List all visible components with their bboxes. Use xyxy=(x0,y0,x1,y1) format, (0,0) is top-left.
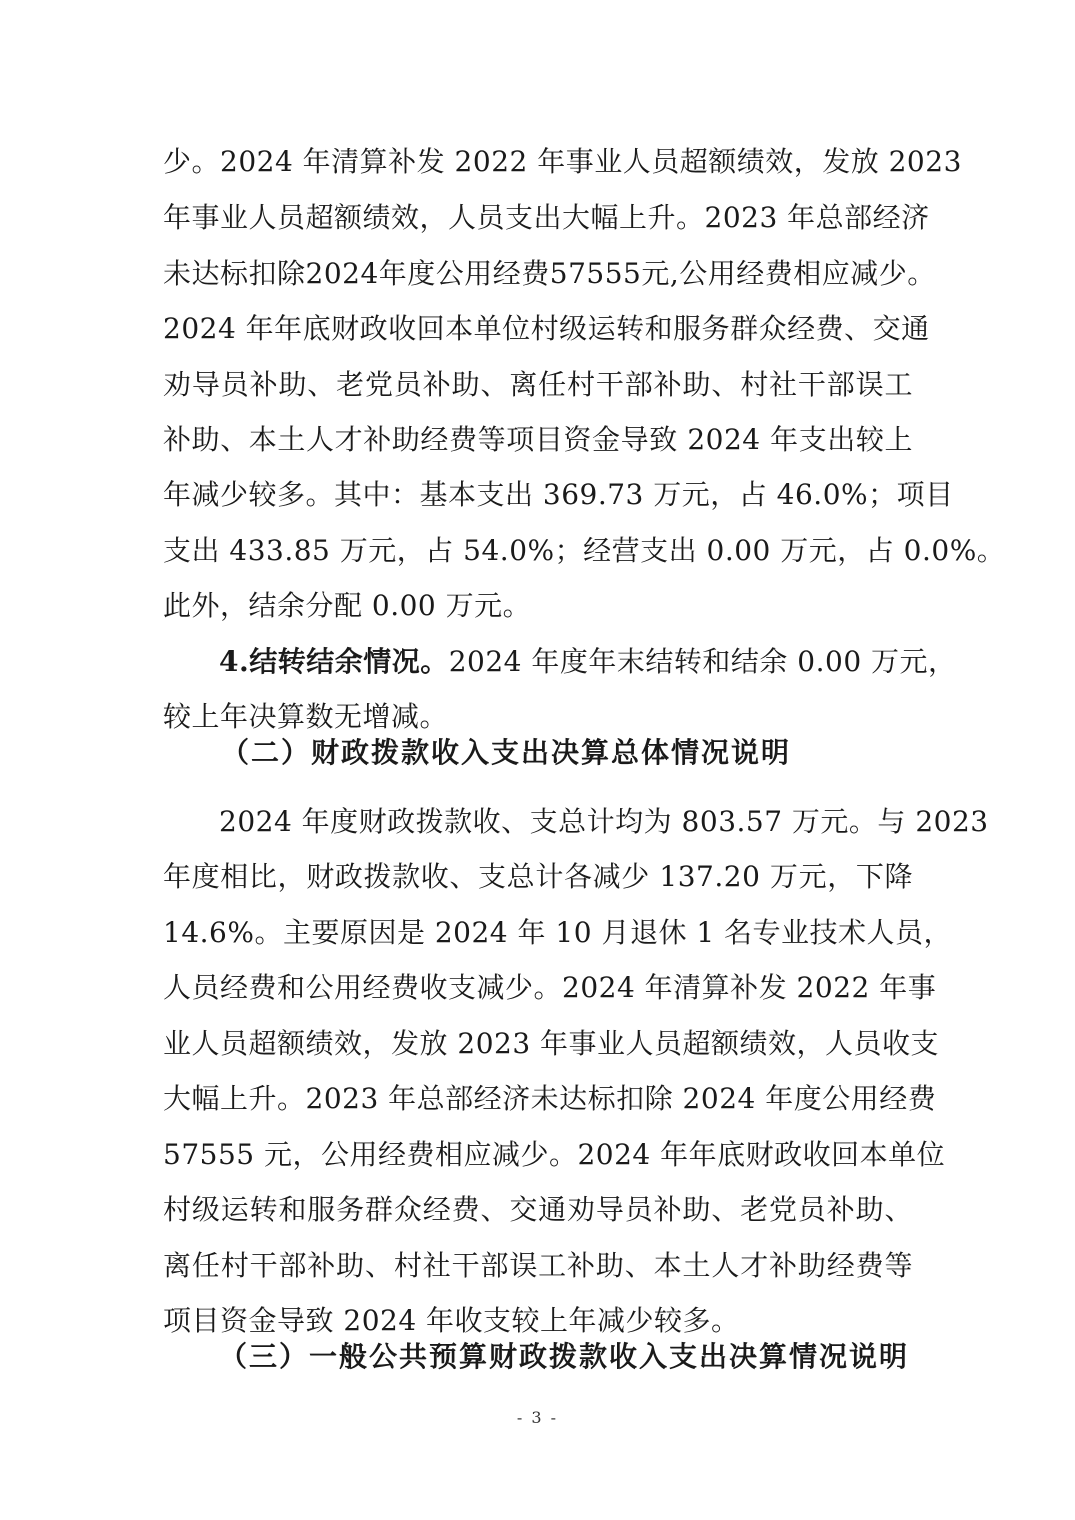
paragraph2-line-6: 大幅上升。2023 年总部经济未达标扣除 2024 年度公用经费 xyxy=(163,1082,937,1115)
section4-line-2: 较上年决算数无增减。 xyxy=(163,700,449,733)
heading-section-2: （二）财政拨款收入支出决算总体情况说明 xyxy=(221,736,792,769)
paragraph2-line-8: 村级运转和服务群众经费、交通劝导员补助、老党员补助、 xyxy=(163,1193,913,1226)
paragraph2-line-9: 离任村干部补助、村社干部误工补助、本土人才补助经费等 xyxy=(163,1249,913,1282)
section4-title: 4.结转结余情况。 xyxy=(219,645,449,678)
paragraph2-line-4: 人员经费和公用经费收支减少。2024 年清算补发 2022 年事 xyxy=(163,971,937,1004)
paragraph1-line-6: 补助、本土人才补助经费等项目资金导致 2024 年支出较上 xyxy=(163,423,913,456)
paragraph1-line-1: 少。2024 年清算补发 2022 年事业人员超额绩效，发放 2023 xyxy=(163,145,962,178)
paragraph1-line-9: 此外，结余分配 0.00 万元。 xyxy=(163,589,532,622)
paragraph2-line-1: 2024 年度财政拨款收、支总计均为 803.57 万元。与 2023 xyxy=(219,805,989,838)
paragraph1-line-4: 2024 年年底财政收回本单位村级运转和服务群众经费、交通 xyxy=(163,312,930,345)
section4-line-1 xyxy=(219,642,957,682)
paragraph1-line-5: 劝导员补助、老党员补助、离任村干部补助、村社干部误工 xyxy=(163,368,913,401)
page-number: - 3 - xyxy=(516,1408,559,1427)
paragraph1-line-8: 支出 433.85 万元，占 54.0%；经营支出 0.00 万元，占 0.0%。 xyxy=(163,534,1006,567)
paragraph2-line-2: 年度相比，财政拨款收、支总计各减少 137.20 万元，下降 xyxy=(163,860,913,893)
paragraph1-line-2: 年事业人员超额绩效，人员支出大幅上升。2023 年总部经济 xyxy=(163,201,930,234)
paragraph2-line-5: 业人员超额绩效，发放 2023 年事业人员超额绩效，人员收支 xyxy=(163,1027,940,1060)
paragraph2-line-3: 14.6%。主要原因是 2024 年 10 月退休 1 名专业技术人员， xyxy=(163,916,953,949)
paragraph2-line-10: 项目资金导致 2024 年收支较上年减少较多。 xyxy=(163,1304,740,1337)
section4-line1-text: 2024 年度年末结转和结余 0.00 万元， xyxy=(448,645,957,678)
paragraph2-line-7: 57555 元，公用经费相应减少。2024 年年底财政收回本单位 xyxy=(163,1138,946,1171)
paragraph1-line-3: 未达标扣除2024年度公用经费57555元,公用经费相应减少。 xyxy=(163,257,936,290)
paragraph1-line-7: 年减少较多。其中：基本支出 369.73 万元，占 46.0%；项目 xyxy=(163,478,954,511)
heading-section-3: （三）一般公共预算财政拨款收入支出决算情况说明 xyxy=(219,1340,910,1373)
